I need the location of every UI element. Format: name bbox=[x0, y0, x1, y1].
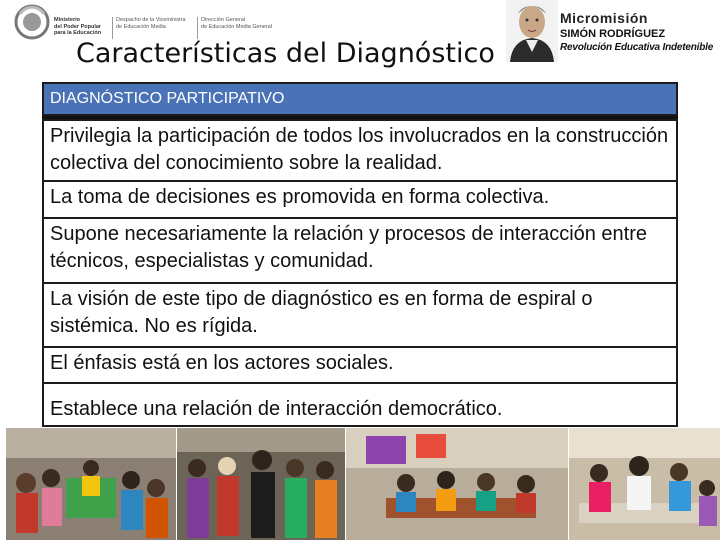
logo-line-3: Revolución Educativa Indetenible bbox=[560, 42, 714, 53]
simon-rodriguez-portrait-icon bbox=[506, 0, 558, 62]
classroom-photo-1-icon bbox=[6, 428, 176, 540]
vice-ministry-name: Despacho de la Viceministra de Educación Media bbox=[116, 17, 186, 30]
students-desk-photo-icon bbox=[569, 428, 720, 540]
ministry-name: Ministerio del Poder Popular para la Educación bbox=[54, 17, 102, 36]
photo-strip bbox=[0, 428, 720, 540]
table-row: La visión de este tipo de diagnóstico es en forma de espiral o sistémica. No es rígida. bbox=[42, 284, 678, 348]
header-divider bbox=[197, 17, 198, 39]
table-row: Establece una relación de interacción democrático. bbox=[42, 384, 678, 427]
table-row: Privilegia la participación de todos los involucrados en la construcción colectiva del conocimiento sobre la realidad. bbox=[42, 119, 678, 182]
table-row: La toma de decisiones es promovida en forma colectiva. bbox=[42, 182, 678, 219]
ministry-seal-icon bbox=[14, 4, 50, 40]
table-row: El énfasis está en los actores sociales. bbox=[42, 348, 678, 384]
community-meeting-photo-icon bbox=[177, 428, 345, 540]
slide-title: Características del Diagnóstico bbox=[76, 38, 495, 69]
table-row: Supone necesariamente la relación y procesos de interacción entre técnicos, especialistas y comunidad. bbox=[42, 219, 678, 284]
students-table-photo-icon bbox=[346, 428, 568, 540]
direction-name: Dirección General de Educación Media General bbox=[201, 17, 272, 30]
table-header-label: DIAGNÓSTICO PARTICIPATIVO bbox=[50, 90, 285, 107]
table-header bbox=[42, 82, 678, 116]
participative-diagnosis-table bbox=[42, 82, 678, 427]
logo-line-2: SIMÓN RODRÍGUEZ bbox=[560, 28, 666, 40]
header-divider bbox=[112, 17, 113, 39]
logo-line-1: Micromisión bbox=[560, 10, 648, 26]
micromision-logo bbox=[560, 10, 714, 60]
